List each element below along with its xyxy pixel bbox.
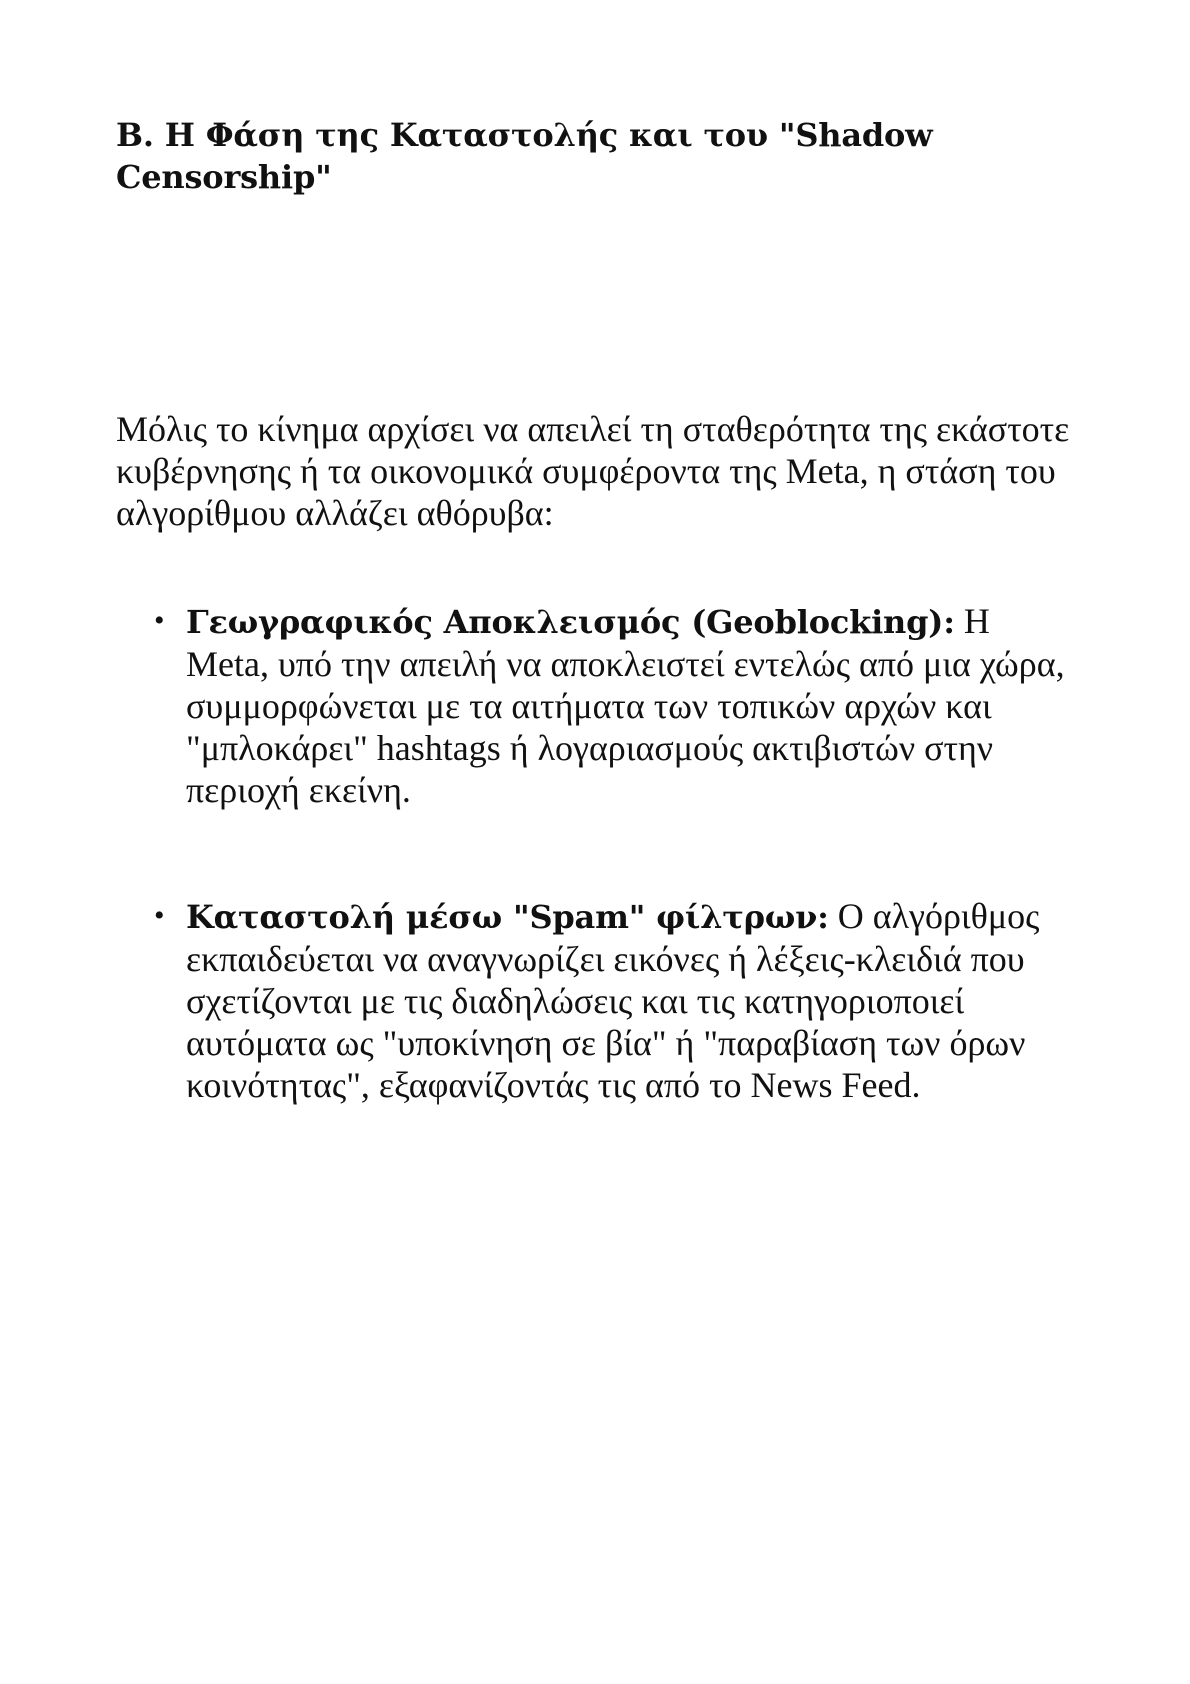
bullet-item-spam-filters	[116, 895, 1076, 1106]
bullet-body-text: Η Meta, υπό την απειλή να αποκλειστεί εντελώς από μια χώρα, συμμορφώνεται με τα αιτήματα των τοπικών αρχών και "μπλοκάρει" hashtags ή λογαριασμούς ακτιβιστών στην περιοχή εκείνη.	[186, 601, 1065, 810]
intro-paragraph: Μόλις το κίνημα αρχίσει να απειλεί τη σταθερότητα της εκάστοτε κυβέρνησης ή τα οικονομικά συμφέροντα της Meta, η στάση του αλγορίθμου αλλάζει αθόρυβα:	[116, 409, 1070, 533]
bullet-lead-text: Καταστολή μέσω "Spam" φίλτρων:	[186, 898, 829, 936]
section-heading: Β. Η Φάση της Καταστολής και του "Shadow Censorship"	[116, 116, 933, 196]
bullet-list	[116, 600, 1076, 1106]
bullet-item-geoblocking	[116, 600, 1076, 811]
bullet-lead-text: Γεωγραφικός Αποκλεισμός (Geoblocking):	[186, 603, 955, 641]
bullet-dot-icon: •	[154, 899, 165, 932]
bullet-dot-icon: •	[154, 604, 165, 637]
bullet-body-text: Ο αλγόριθμος εκπαιδεύεται να αναγνωρίζει εικόνες ή λέξεις-κλειδιά που σχετίζονται με τις διαδηλώσεις και τις κατηγοριοποιεί αυτόματα ως "υποκίνηση σε βία" ή "παραβίαση των όρων κοινότητας", εξαφανίζοντάς τις από το News Feed.	[186, 896, 1040, 1105]
